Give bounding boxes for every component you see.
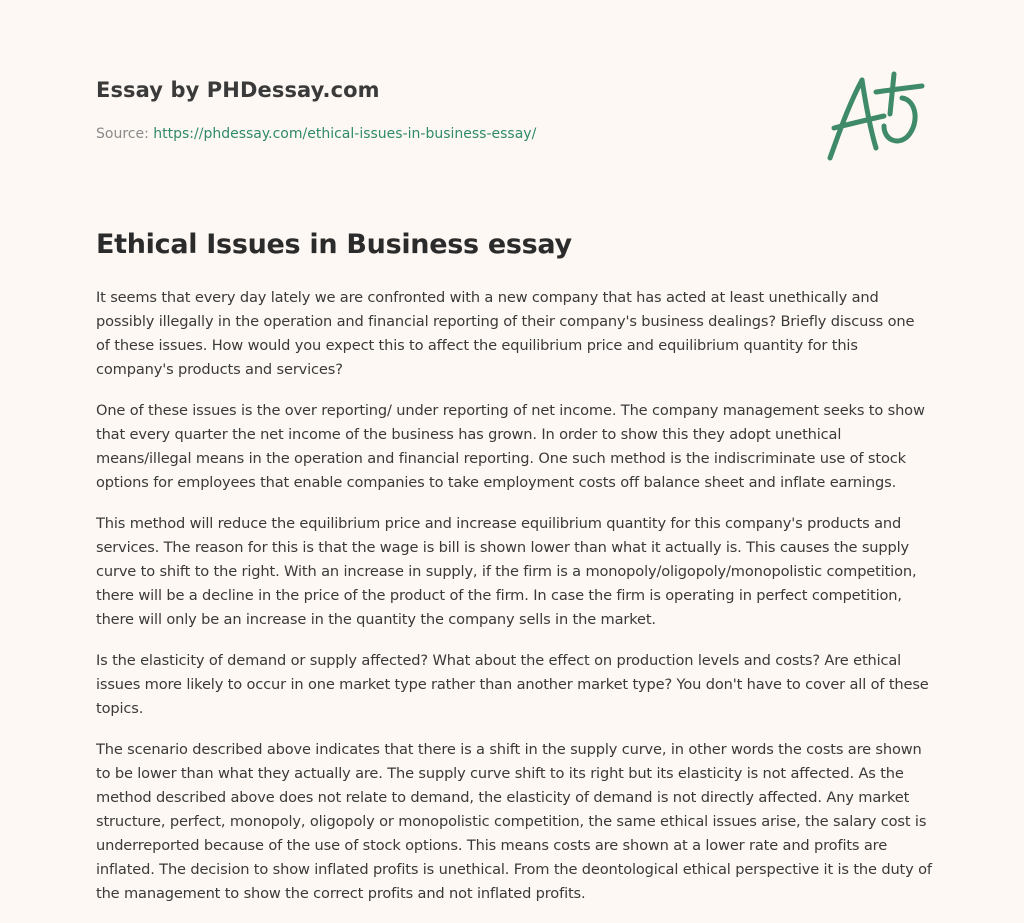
brand-title: Essay by PHDessay.com: [96, 78, 380, 102]
essay-paragraph: The scenario described above indicates that there is a shift in the supply curve, in other words the costs are shown to be lower than what they actually are. The supply curve shift to its right but its elasticity is not affected. As the method described above does not relate to demand, the elasticity of demand is not directly affected. Any market structure, perfect, monopoly, oligopoly or monopolistic competition, the same ethical issues arise, the salary cost is underreported because of the use of stock options. This means costs are shown at a lower rate and profits are inflated. The decision to show inflated profits is unethical. From the deontological ethical perspective it is the duty of the management to show the correct profits and not inflated profits.: [96, 741, 932, 902]
essay-paragraph: One of these issues is the over reporting/ under reporting of net income. The company management seeks to show that every quarter the net income of the business has grown. In order to show this they adopt unethical means/illegal means in the operation and financial reporting. One such method is the indiscriminate use of stock options for employees that enable companies to take employment costs off balance sheet and inflate earnings.: [96, 402, 925, 491]
essay-paragraph: It seems that every day lately we are confronted with a new company that has acted at least unethically and possibly illegally in the operation and financial reporting of their company's business dealings? Briefly discuss one of these issues. How would you expect this to affect the equilibrium price and equilibrium quantity for this company's products and services?: [96, 289, 915, 378]
source-label: Source:: [96, 126, 154, 142]
essay-paragraph: This method will reduce the equilibrium price and increase equilibrium quantity for this company's products and services. The reason for this is that the wage is bill is shown lower than what it actually is. This causes the supply curve to shift to the right. With an increase in supply, if the firm is a monopoly/oligopoly/monopolistic competition, there will be a decline in the price of the product of the firm. In case the firm is operating in perfect competition, there will only be an increase in the quantity the company sells in the market.: [96, 515, 917, 628]
source-line: [96, 124, 796, 144]
a-plus-logo-icon: [818, 66, 930, 166]
essay-title: Ethical Issues in Business essay: [96, 229, 572, 260]
source-link[interactable]: https://phdessay.com/ethical-issues-in-business-essay/: [153, 126, 537, 142]
essay-body: [96, 286, 932, 923]
essay-paragraph: Is the elasticity of demand or supply affected? What about the effect on production levels and costs? Are ethical issues more likely to occur in one market type rather than another market type? You don't have to cover all of these topics.: [96, 652, 929, 717]
page-header: [96, 76, 796, 144]
